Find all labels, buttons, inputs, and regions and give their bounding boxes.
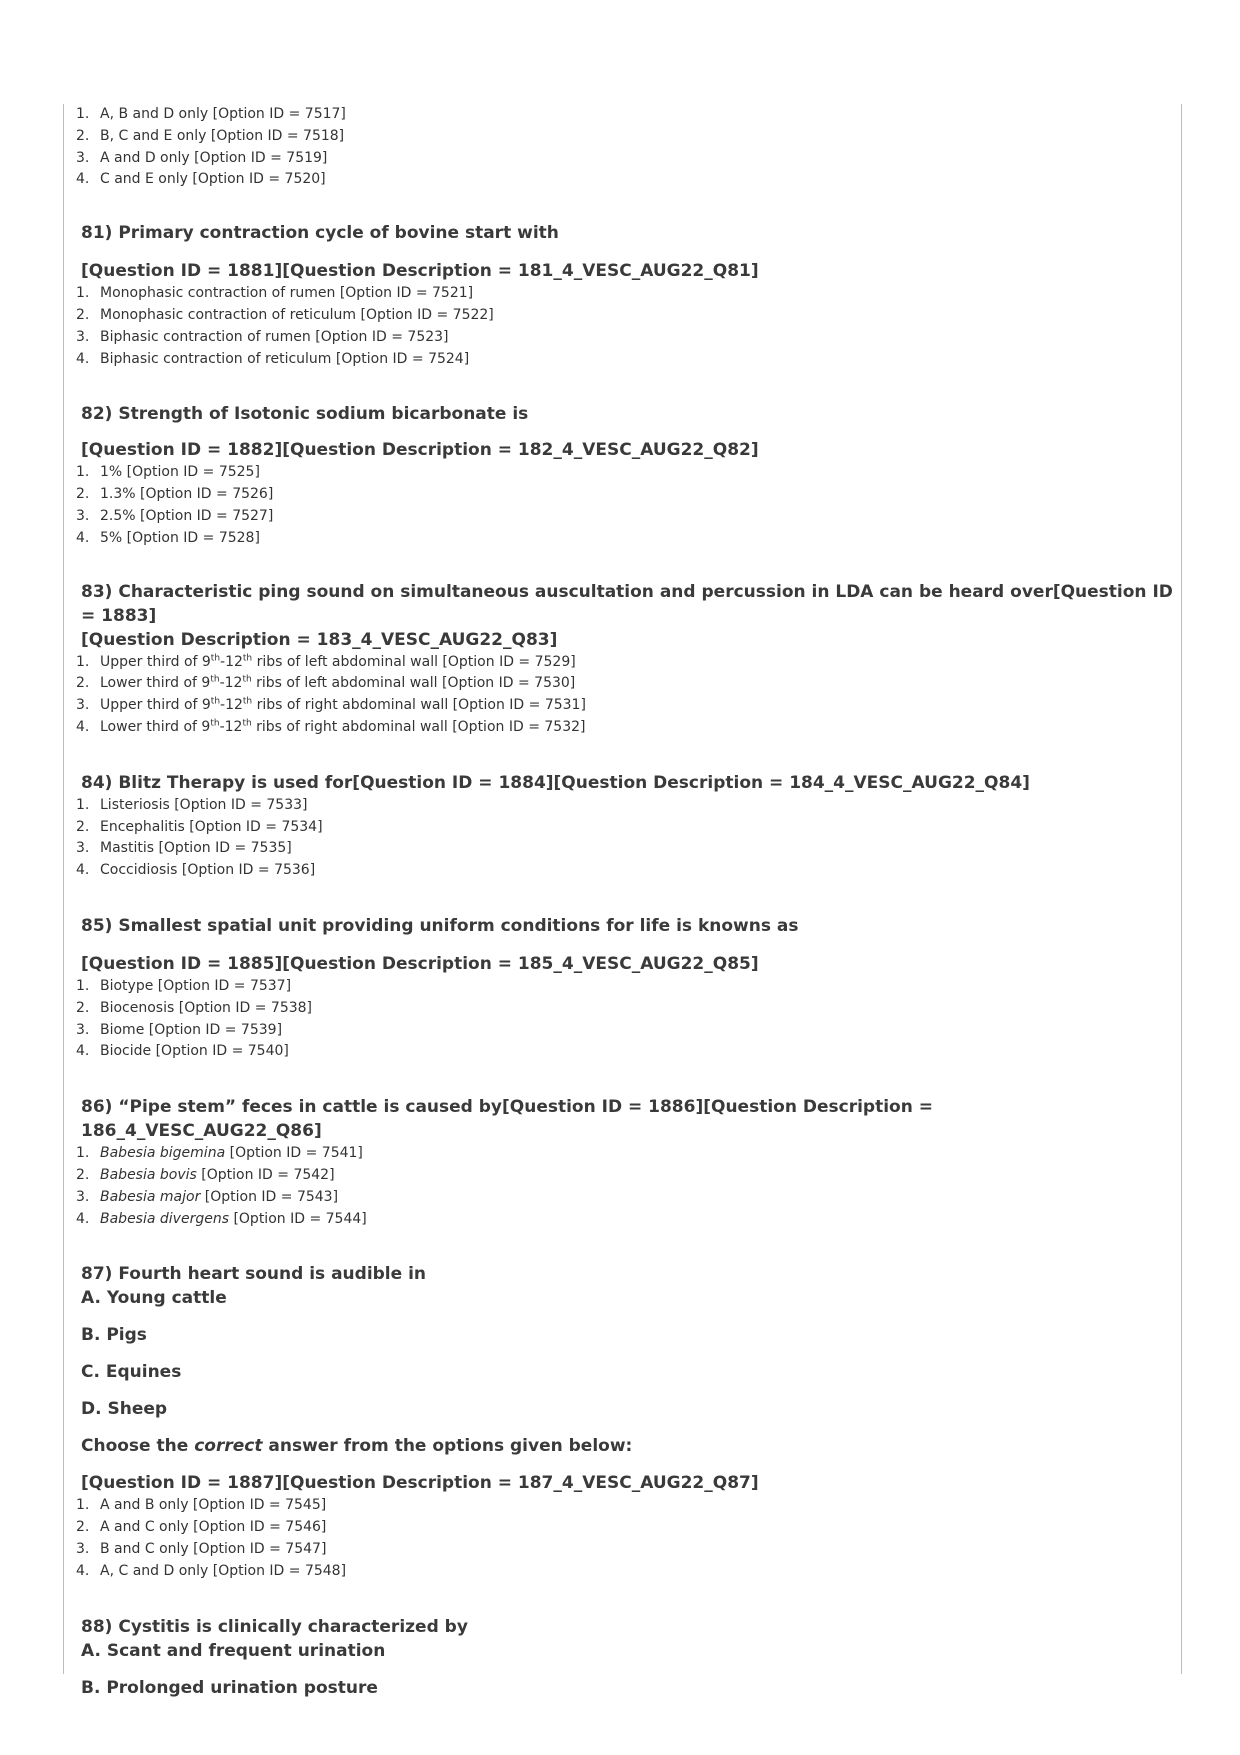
question-83-options xyxy=(76,652,1176,739)
question-paper xyxy=(76,104,1176,1700)
statement-b: B. Pigs xyxy=(81,1325,147,1346)
question-83-title: 83) Characteristic ping sound on simultaneous auscultation and percussion in LDA can be heard over[Question ID = 1883] xyxy=(81,581,1173,626)
option-item: Coccidiosis [Option ID = 7536] xyxy=(100,862,316,879)
option-item: Biphasic contraction of rumen [Option ID = 7523] xyxy=(100,328,449,345)
question-82-options xyxy=(76,462,1176,549)
statement-a: A. Scant and frequent urination xyxy=(81,1640,386,1661)
option-item: Lower third of 9th-12th ribs of right abdominal wall [Option ID = 7532] xyxy=(100,718,586,735)
option-item: B and C only [Option ID = 7547] xyxy=(100,1540,327,1557)
question-85-title: 85) Smallest spatial unit providing uniform conditions for life is knowns as xyxy=(81,915,799,936)
question-85-meta: [Question ID = 1885][Question Description = 185_4_VESC_AUG22_Q85] xyxy=(81,953,759,974)
option-item: 5% [Option ID = 7528] xyxy=(100,529,260,546)
question-83-meta: [Question Description = 183_4_VESC_AUG22_Q83] xyxy=(81,629,558,650)
option-item: Monophasic contraction of reticulum [Option ID = 7522] xyxy=(100,306,494,323)
question-87-options xyxy=(76,1495,1176,1582)
question-87-title: 87) Fourth heart sound is audible in xyxy=(81,1264,427,1285)
option-item: Biphasic contraction of reticulum [Option ID = 7524] xyxy=(100,350,470,367)
option-item: Biome [Option ID = 7539] xyxy=(100,1021,283,1038)
option-item: Mastitis [Option ID = 7535] xyxy=(100,840,292,857)
option-item: Lower third of 9th-12th ribs of left abdominal wall [Option ID = 7530] xyxy=(100,674,576,692)
statement-c: C. Equines xyxy=(81,1362,182,1383)
statement-a: A. Young cattle xyxy=(81,1288,227,1309)
statement-d: D. Sheep xyxy=(81,1399,168,1420)
question-85-options xyxy=(76,976,1176,1063)
option-item: A and D only [Option ID = 7519] xyxy=(100,149,328,166)
option-item: Upper third of 9th-12th ribs of right abdominal wall [Option ID = 7531] xyxy=(100,696,586,714)
question-81-title: 81) Primary contraction cycle of bovine start with xyxy=(81,223,559,244)
option-item: Biocide [Option ID = 7540] xyxy=(100,1043,289,1060)
statement-b: B. Prolonged urination posture xyxy=(81,1677,378,1698)
option-item: Biotype [Option ID = 7537] xyxy=(100,977,292,994)
option-item: Babesia bovis [Option ID = 7542] xyxy=(100,1166,335,1183)
question-86-title: 86) “Pipe stem” feces in cattle is caused by[Question ID = 1886][Question Description = 186_4_VESC_AUG22_Q86] xyxy=(81,1097,933,1142)
option-item: Babesia major [Option ID = 7543] xyxy=(100,1188,339,1205)
question-87-meta: [Question ID = 1887][Question Description = 187_4_VESC_AUG22_Q87] xyxy=(81,1473,759,1494)
option-item: C and E only [Option ID = 7520] xyxy=(100,171,326,188)
choose-instruction: Choose the correct answer from the options given below: xyxy=(81,1436,633,1457)
prev-options-list xyxy=(76,104,1176,191)
option-item: 1% [Option ID = 7525] xyxy=(100,464,260,481)
option-item: Upper third of 9th-12th ribs of left abdominal wall [Option ID = 7529] xyxy=(100,652,576,670)
question-81-meta: [Question ID = 1881][Question Description = 181_4_VESC_AUG22_Q81] xyxy=(81,261,759,282)
option-item: 1.3% [Option ID = 7526] xyxy=(100,486,274,503)
option-item: A, B and D only [Option ID = 7517] xyxy=(100,106,346,122)
question-84-options xyxy=(76,795,1176,882)
option-item: A and B only [Option ID = 7545] xyxy=(100,1497,327,1514)
option-item: 2.5% [Option ID = 7527] xyxy=(100,507,274,524)
option-item: Listeriosis [Option ID = 7533] xyxy=(100,796,308,813)
question-82-title: 82) Strength of Isotonic sodium bicarbonate is xyxy=(81,404,529,425)
question-88-title: 88) Cystitis is clinically characterized by xyxy=(81,1616,468,1637)
question-86-options xyxy=(76,1143,1176,1230)
question-82-meta: [Question ID = 1882][Question Description = 182_4_VESC_AUG22_Q82] xyxy=(81,440,759,461)
option-item: A and C only [Option ID = 7546] xyxy=(100,1519,327,1536)
question-84-title: 84) Blitz Therapy is used for[Question ID = 1884][Question Description = 184_4_VESC_AUG22_Q84] xyxy=(81,772,1030,793)
option-item: Biocenosis [Option ID = 7538] xyxy=(100,999,313,1016)
question-81-options xyxy=(76,283,1176,370)
option-item: Encephalitis [Option ID = 7534] xyxy=(100,818,323,835)
option-item: Babesia divergens [Option ID = 7544] xyxy=(100,1210,367,1227)
option-item: B, C and E only [Option ID = 7518] xyxy=(100,127,345,144)
option-item: Monophasic contraction of rumen [Option ID = 7521] xyxy=(100,285,474,302)
option-item: A, C and D only [Option ID = 7548] xyxy=(100,1562,347,1579)
option-item: Babesia bigemina [Option ID = 7541] xyxy=(100,1145,363,1162)
